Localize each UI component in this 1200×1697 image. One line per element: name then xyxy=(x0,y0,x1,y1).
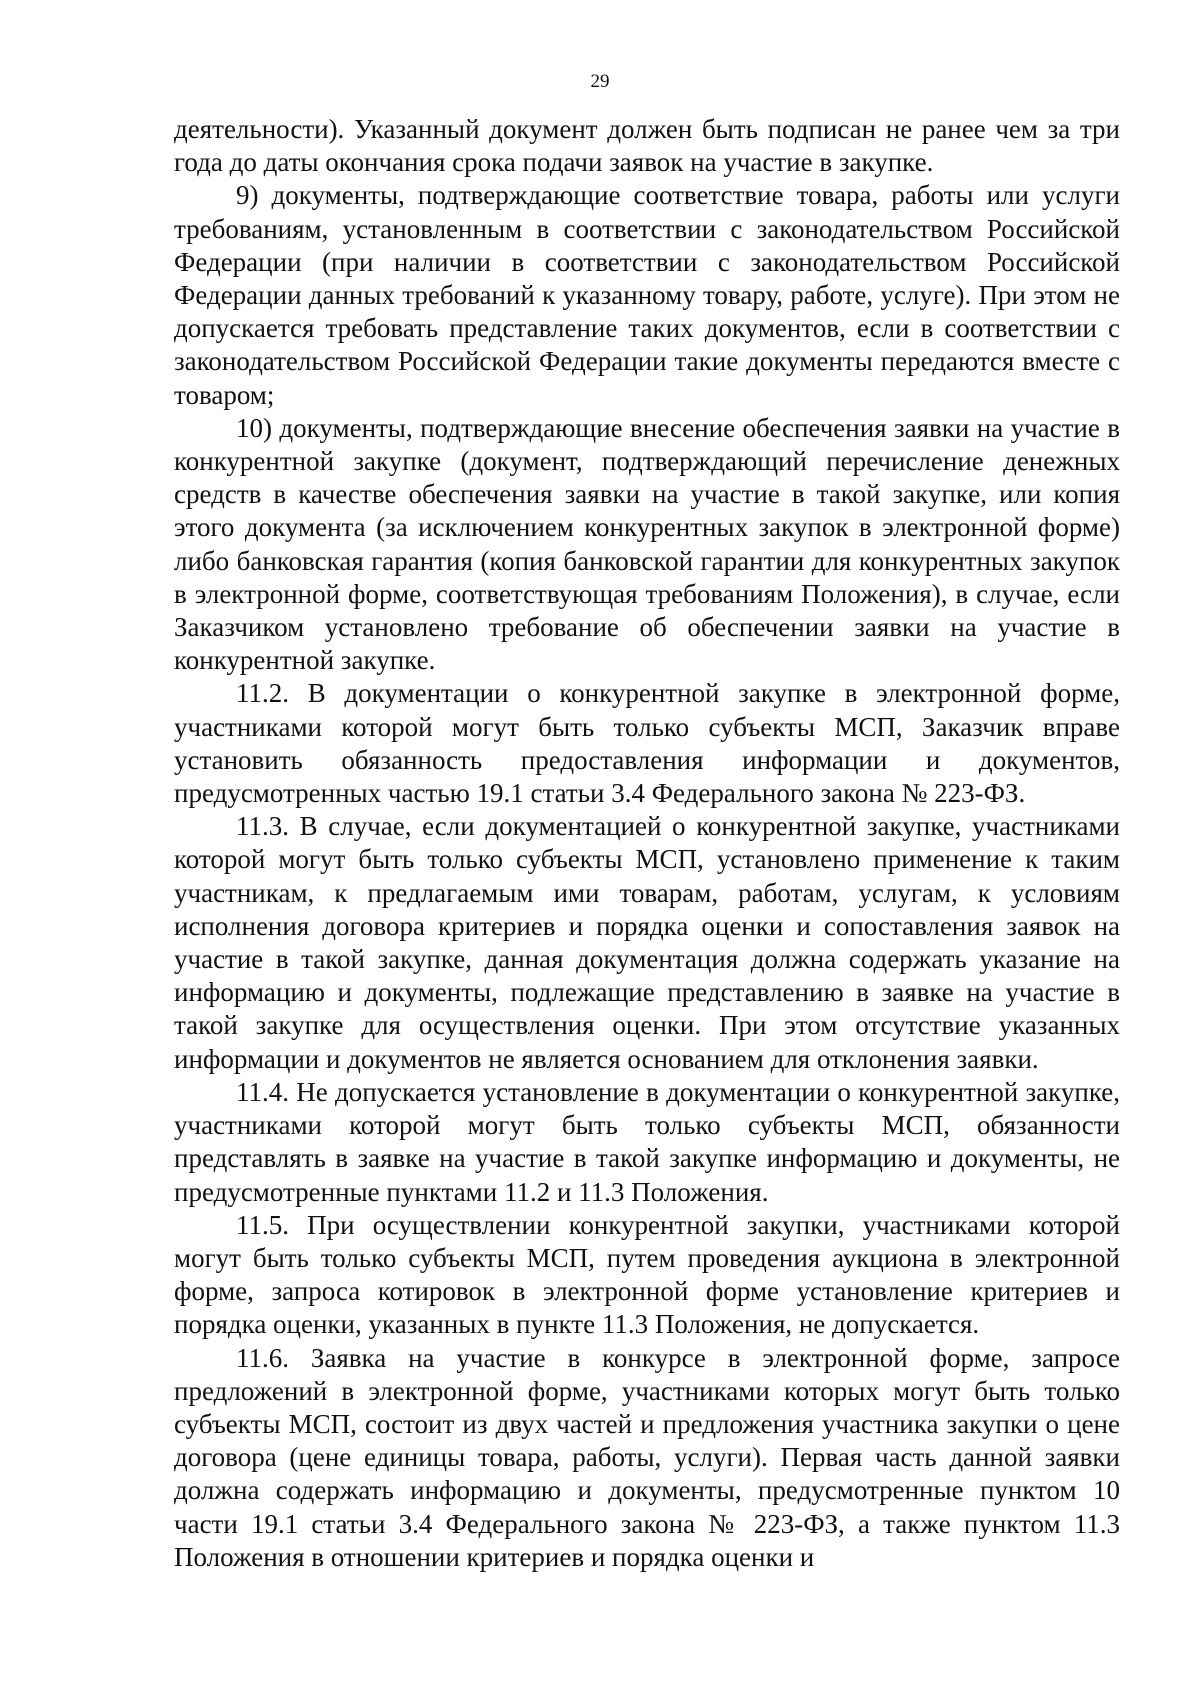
paragraph-item-9: 9) документы, подтверждающие соответствие товара, работы или услуги требованиям, установленным в соответствии с законодательством Российской Федерации (при наличии в соответствии с законодательством Российской Федерации данных требований к указанному товару, работе, услуге). При этом не допускается требовать представление таких документов, если в соответствии с законодательством Российской Федерации такие документы передаются вместе с товаром; xyxy=(174,180,1120,410)
paragraph-section-11-2: 11.2. В документации о конкурентной закупке в электронной форме, участниками которой могут быть только субъекты МСП, Заказчик вправе установить обязанность предоставления информации и документов, предусмотренных частью 19.1 статьи 3.4 Федерального закона № 223-ФЗ. xyxy=(174,678,1120,809)
paragraph-section-11-3: 11.3. В случае, если документацией о конкурентной закупке, участниками которой могут быть только субъекты МСП, установлено применение к таким участникам, к предлагаемым ими товарам, работам, услугам, к условиям исполнения договора критериев и порядка оценки и сопоставления заявок на участие в такой закупке, данная документация должна содержать указание на информацию и документы, подлежащие представлению в заявке на участие в такой закупке для осуществления оценки. При этом отсутствие указанных информации и документов не является основанием для отклонения заявки. xyxy=(174,811,1120,1074)
paragraph-section-11-4: 11.4. Не допускается установление в документации о конкурентной закупке, участниками которой могут быть только субъекты МСП, обязанности представлять в заявке на участие в такой закупке информацию и документы, не предусмотренные пунктами 11.2 и 11.3 Положения. xyxy=(174,1076,1120,1207)
paragraph-section-11-5: 11.5. При осуществлении конкурентной закупки, участниками которой могут быть только субъекты МСП, путем проведения аукциона в электронной форме, запроса котировок в электронной форме установление критериев и порядка оценки, указанных в пункте 11.3 Положения, не допускается. xyxy=(174,1209,1120,1340)
paragraph-section-11-6: 11.6. Заявка на участие в конкурсе в электронной форме, запросе предложений в электронной форме, участниками которых могут быть только субъекты МСП, состоит из двух частей и предложения участника закупки о цене договора (цене единицы товара, работы, услуги). Первая часть данной заявки должна содержать информацию и документы, предусмотренные пунктом 10 части 19.1 статьи 3.4 Федерального закона № 223-ФЗ, а также пунктом 11.3 Положения в отношении критериев и порядка оценки и xyxy=(174,1342,1120,1572)
paragraph-continuation: деятельности). Указанный документ должен быть подписан не ранее чем за три года до даты окончания срока подачи заявок на участие в закупке. xyxy=(174,114,1120,178)
document-body xyxy=(174,113,1120,1574)
page-number: 29 xyxy=(590,71,610,92)
paragraph-item-10: 10) документы, подтверждающие внесение обеспечения заявки на участие в конкурентной закупке (документ, подтверждающий перечисление денежных средств в качестве обеспечения заявки на участие в такой закупке, или копия этого документа (за исключением конкурентных закупок в электронной форме) либо банковская гарантия (копия банковской гарантии для конкурентных закупок в электронной форме, соответствующая требованиям Положения), в случае, если Заказчиком установлено требование об обеспечении заявки на участие в конкурентной закупке. xyxy=(174,412,1120,676)
